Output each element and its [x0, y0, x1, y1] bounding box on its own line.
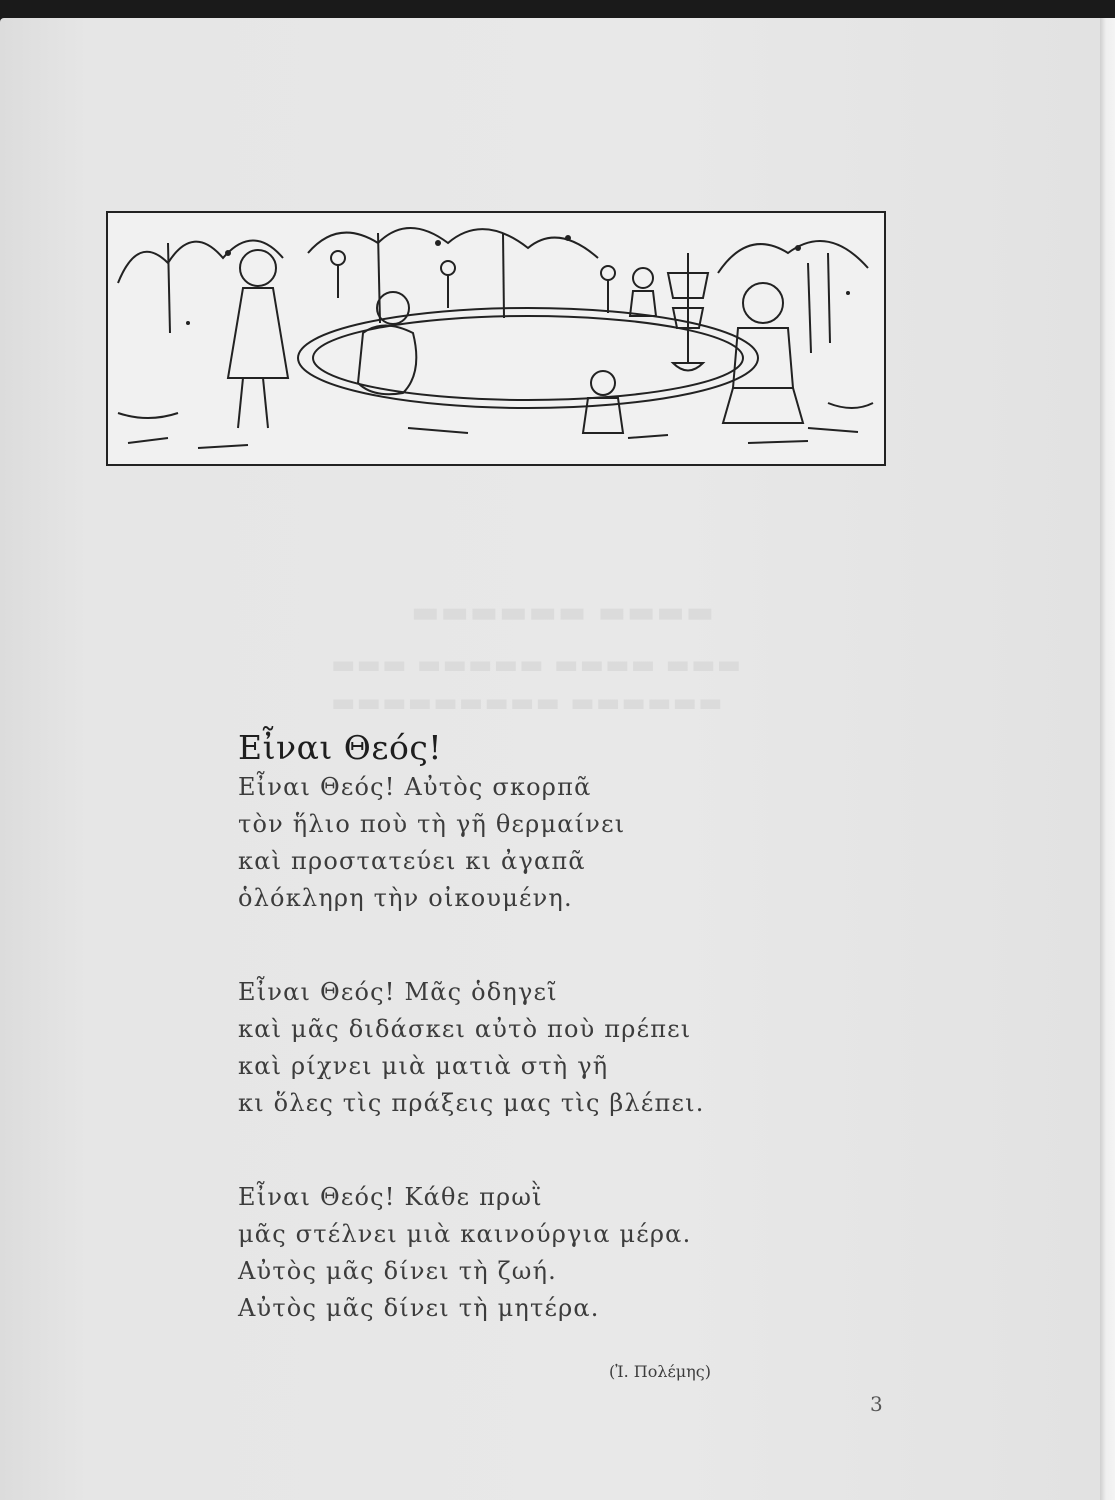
verse-line: καὶ μᾶς διδάσκει αὐτὸ ποὺ πρέπει [238, 1015, 692, 1043]
verse-line: Αὐτὸς μᾶς δίνει τὴ μητέρα. [238, 1294, 600, 1322]
stanza-gap [238, 917, 705, 974]
bleed-through-text: ▬▬▬▬ ▬▬▬▬▬▬ [410, 595, 714, 630]
verse-line: Εἶναι Θεός! Μᾶς ὁδηγεῖ [238, 978, 558, 1006]
page-number: 3 [870, 1392, 883, 1416]
park-illustration [106, 211, 886, 466]
poem-author: (Ἰ. Πολέμης) [609, 1362, 711, 1381]
poem-title: Εἶναι Θεός! [238, 728, 443, 767]
stanza-gap [238, 1122, 705, 1179]
verse-line: καὶ ρίχνει μιὰ ματιὰ στὴ γῆ [238, 1052, 609, 1080]
verse-line: Αὐτὸς μᾶς δίνει τὴ ζωή. [238, 1257, 557, 1285]
verse-line: μᾶς στέλνει μιὰ καινούργια μέρα. [238, 1220, 692, 1248]
bleed-through-text: ▬▬▬ ▬▬▬▬ ▬▬▬▬▬ ▬▬▬ [330, 650, 742, 680]
verse-line: τὸν ἥλιο ποὺ τὴ γῆ θερμαίνει [238, 810, 626, 838]
verse-line: κι ὅλες τὶς πράξεις μας τὶς βλέπει. [238, 1089, 705, 1117]
stanza-3 [238, 1179, 705, 1327]
verse-line: καὶ προστατεύει κι ἀγαπᾶ [238, 847, 586, 875]
stanza-2 [238, 974, 705, 1122]
stanza-1 [238, 769, 705, 917]
bleed-through-text: ▬▬▬▬▬▬ ▬▬▬▬▬▬▬▬▬ [330, 688, 723, 718]
verse-line: ὁλόκληρη τὴν οἰκουμένη. [238, 884, 573, 912]
verse-line: Εἶναι Θεός! Κάθε πρωῒ [238, 1183, 543, 1211]
poem [238, 728, 705, 1327]
page-edge [1100, 18, 1115, 1500]
verse-line: Εἶναι Θεός! Αὐτὸς σκορπᾶ [238, 773, 592, 801]
park-scene-drawing [108, 213, 884, 464]
